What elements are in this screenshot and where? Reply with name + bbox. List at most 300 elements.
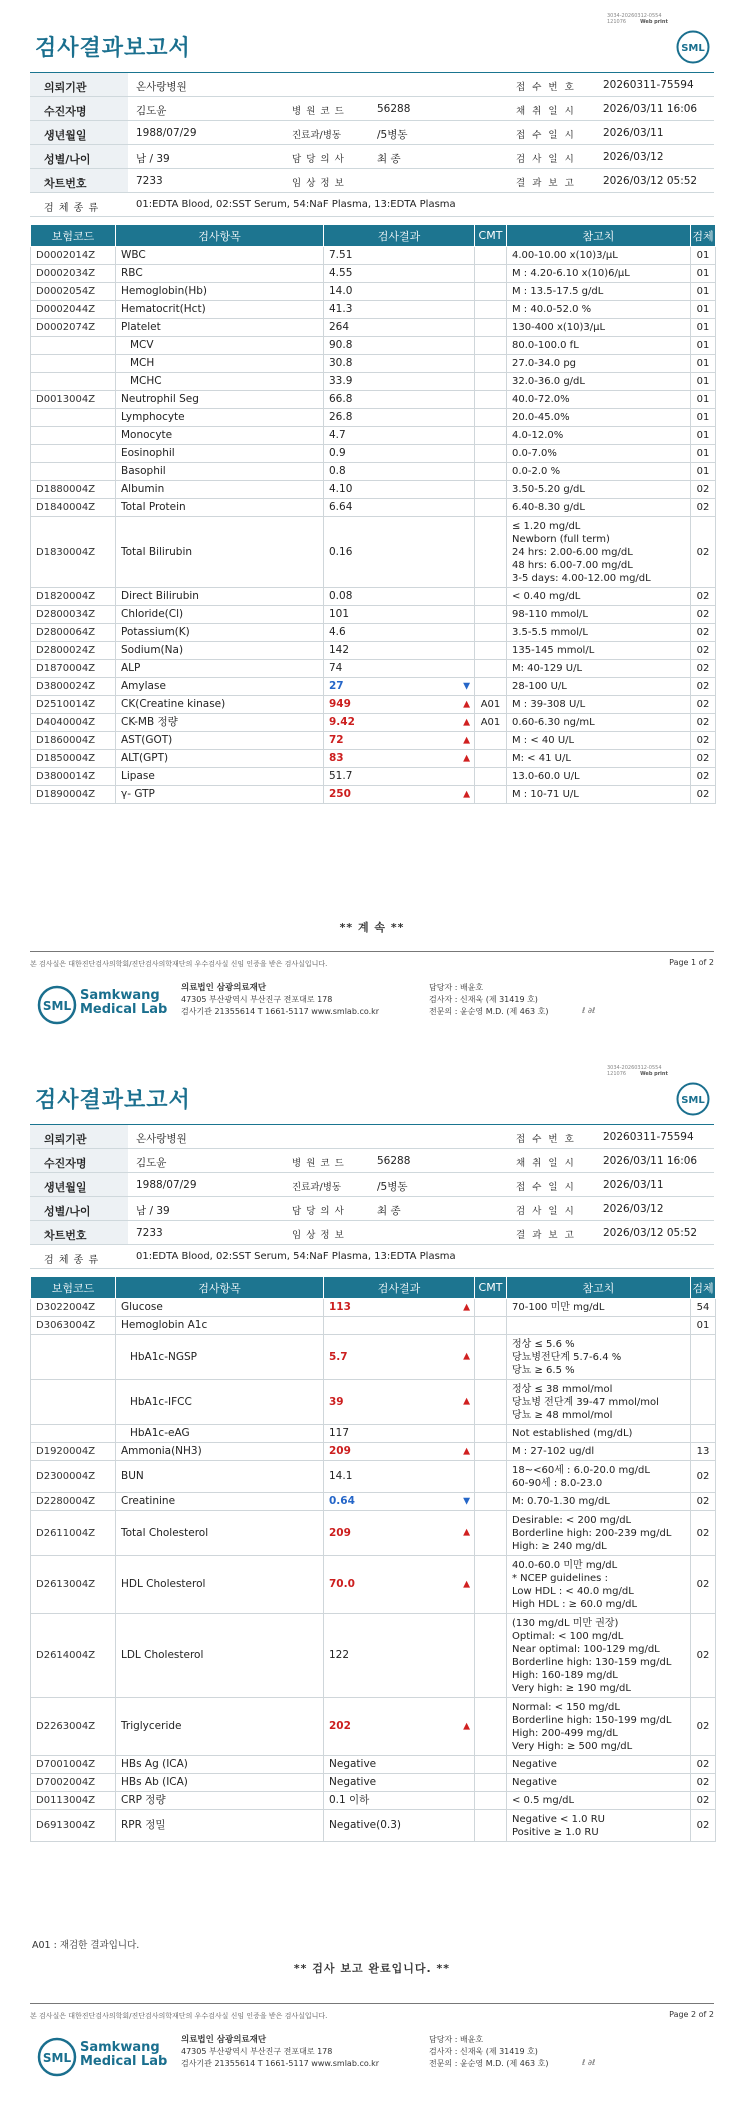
row-cmt bbox=[475, 588, 507, 606]
ref-line: 0.0-2.0 % bbox=[512, 466, 561, 477]
table-row bbox=[31, 391, 716, 409]
row-code: D2510014Z bbox=[31, 696, 116, 714]
row-item: ALP bbox=[116, 660, 324, 678]
row-item: Basophil bbox=[116, 463, 324, 481]
row-item: Direct Bilirubin bbox=[116, 588, 324, 606]
row-cmt bbox=[475, 319, 507, 337]
table-row bbox=[31, 463, 716, 481]
row-item: Total Cholesterol bbox=[116, 1511, 324, 1556]
row-spec: 02 bbox=[691, 481, 716, 499]
ref-line: 28-100 U/L bbox=[512, 681, 567, 692]
row-cmt bbox=[475, 445, 507, 463]
table-row bbox=[31, 732, 716, 750]
row-code: D2263004Z bbox=[31, 1698, 116, 1756]
footer-staff: 담당자 : 배윤호 검사자 : 신재욱 (제 31419 호) 전문의 : 윤순영 M.D. (제 463 호) bbox=[429, 2035, 549, 2068]
row-cmt bbox=[475, 1317, 507, 1335]
ref-line: High: ≥ 240 mg/dL bbox=[512, 1540, 607, 1552]
ref-line: Desirable: < 200 mg/dL bbox=[512, 1514, 632, 1526]
result-value: 26.8 bbox=[329, 411, 353, 423]
row-spec: 02 bbox=[691, 588, 716, 606]
table-row bbox=[31, 660, 716, 678]
result-value: 0.64 bbox=[329, 1495, 355, 1507]
row-code: D2613004Z bbox=[31, 1556, 116, 1614]
row-ref bbox=[507, 247, 691, 265]
row-spec: 02 bbox=[691, 714, 716, 732]
footer-address: 의료법인 삼광의료재단 47305 부산광역시 부산진구 전포대로 178 검사기관 21355614 T 1661-5117 www.smlab.co.kr bbox=[181, 2035, 380, 2068]
row-item: Amylase bbox=[116, 678, 324, 696]
row-item: HBs Ag (ICA) bbox=[116, 1756, 324, 1774]
row-spec: 02 bbox=[691, 1756, 716, 1774]
row-result bbox=[324, 1774, 475, 1792]
row-item: Lymphocyte bbox=[116, 409, 324, 427]
table-row bbox=[31, 1299, 716, 1317]
row-item: HbA1c-NGSP bbox=[116, 1335, 324, 1380]
row-spec: 01 bbox=[691, 463, 716, 481]
ref-line: M: < 41 U/L bbox=[512, 753, 571, 764]
ref-line: < 0.5 mg/dL bbox=[512, 1795, 575, 1806]
result-value: 0.8 bbox=[329, 465, 346, 477]
ref-line: Negative bbox=[512, 1777, 557, 1788]
row-ref bbox=[507, 1299, 691, 1317]
row-code: D6913004Z bbox=[31, 1810, 116, 1842]
report-complete-note: ** 검사 보고 완료입니다. ** bbox=[293, 1962, 451, 1975]
ref-line: 60-90세 : 8.0-23.0 bbox=[512, 1477, 603, 1489]
table-row bbox=[31, 337, 716, 355]
ref-line: 27.0-34.0 pg bbox=[512, 358, 577, 369]
row-code bbox=[31, 1380, 116, 1425]
table-row bbox=[31, 1317, 716, 1335]
table-row bbox=[31, 1756, 716, 1774]
row-ref bbox=[507, 624, 691, 642]
row-ref bbox=[507, 481, 691, 499]
row-spec: 01 bbox=[691, 427, 716, 445]
row-ref bbox=[507, 445, 691, 463]
result-value: 113 bbox=[329, 1301, 351, 1313]
row-code: D2280004Z bbox=[31, 1493, 116, 1511]
row-ref bbox=[507, 427, 691, 445]
row-code: D7001004Z bbox=[31, 1756, 116, 1774]
table-row bbox=[31, 301, 716, 319]
table-row bbox=[31, 1461, 716, 1493]
ref-line: 98-110 mmol/L bbox=[512, 609, 588, 620]
ref-line: M : 13.5-17.5 g/dL bbox=[512, 286, 604, 297]
table-row bbox=[31, 373, 716, 391]
results-table bbox=[30, 1276, 716, 1842]
row-spec: 02 bbox=[691, 1698, 716, 1756]
row-result bbox=[324, 1317, 475, 1335]
row-result bbox=[324, 750, 475, 768]
row-ref bbox=[507, 768, 691, 786]
result-value: 74 bbox=[329, 662, 343, 674]
col-result: 검사결과 bbox=[324, 1277, 475, 1299]
row-code: D0002044Z bbox=[31, 301, 116, 319]
row-code bbox=[31, 1425, 116, 1443]
result-value: 264 bbox=[329, 321, 350, 333]
row-cmt bbox=[475, 1698, 507, 1756]
col-item: 검사항목 bbox=[116, 225, 324, 247]
result-value: 122 bbox=[329, 1649, 350, 1661]
table-row bbox=[31, 517, 716, 588]
ref-line: 6.40-8.30 g/dL bbox=[512, 502, 585, 513]
table-row bbox=[31, 1380, 716, 1425]
row-result bbox=[324, 373, 475, 391]
row-result bbox=[324, 624, 475, 642]
row-result bbox=[324, 606, 475, 624]
row-item: WBC bbox=[116, 247, 324, 265]
result-value: 90.8 bbox=[329, 339, 353, 351]
row-ref bbox=[507, 301, 691, 319]
footer-address: 의료법인 삼광의료재단 47305 부산광역시 부산진구 전포대로 178 검사기관 21355614 T 1661-5117 www.smlab.co.kr bbox=[181, 983, 380, 1016]
ref-line: 130-400 x(10)3/μL bbox=[512, 322, 606, 333]
row-spec bbox=[691, 1335, 716, 1380]
row-result bbox=[324, 1443, 475, 1461]
table-row bbox=[31, 1335, 716, 1380]
row-item: Neutrophil Seg bbox=[116, 391, 324, 409]
ref-line: M: 40-129 U/L bbox=[512, 663, 583, 674]
cert-note: 본 검사실은 대한진단검사의학회/진단검사의학재단의 우수검사실 신임 인증을 받은 검사실입니다. bbox=[30, 960, 328, 968]
row-item: CK(Creatine kinase) bbox=[116, 696, 324, 714]
ref-line: M : 10-71 U/L bbox=[512, 789, 579, 800]
row-ref bbox=[507, 660, 691, 678]
row-result bbox=[324, 1756, 475, 1774]
row-code: D2614004Z bbox=[31, 1614, 116, 1698]
print-code: 3034-20260312-0554 121076 Web print bbox=[607, 1065, 668, 1077]
table-row bbox=[31, 1810, 716, 1842]
ref-line: 40.0-72.0% bbox=[512, 394, 570, 405]
row-cmt bbox=[475, 1756, 507, 1774]
result-value: 4.55 bbox=[329, 267, 353, 279]
row-ref bbox=[507, 1698, 691, 1756]
row-ref bbox=[507, 463, 691, 481]
row-result bbox=[324, 301, 475, 319]
row-ref bbox=[507, 283, 691, 301]
result-value: 41.3 bbox=[329, 303, 353, 315]
row-spec: 02 bbox=[691, 1810, 716, 1842]
footer-brand: Samkwang Medical Lab bbox=[80, 2040, 168, 2069]
svg-text:SML: SML bbox=[42, 2051, 72, 2065]
table-row bbox=[31, 1698, 716, 1756]
svg-text:SML: SML bbox=[681, 43, 705, 54]
row-cmt bbox=[475, 1335, 507, 1380]
row-cmt: A01 bbox=[475, 714, 507, 732]
ref-line: 3-5 days: 4.00-12.00 mg/dL bbox=[512, 572, 651, 584]
result-value: 33.9 bbox=[329, 375, 353, 387]
row-ref bbox=[507, 409, 691, 427]
row-cmt bbox=[475, 301, 507, 319]
result-value: 209 bbox=[329, 1526, 351, 1539]
ref-line: 정상 ≤ 5.6 % bbox=[512, 1338, 575, 1350]
row-spec: 02 bbox=[691, 1556, 716, 1614]
row-ref bbox=[507, 499, 691, 517]
row-ref bbox=[507, 1335, 691, 1380]
row-code: D3800024Z bbox=[31, 678, 116, 696]
row-result bbox=[324, 678, 475, 696]
row-result bbox=[324, 588, 475, 606]
row-cmt: A01 bbox=[475, 696, 507, 714]
row-item: RPR 정밀 bbox=[116, 1810, 324, 1842]
row-item: ALT(GPT) bbox=[116, 750, 324, 768]
row-cmt bbox=[475, 481, 507, 499]
row-code: D1890004Z bbox=[31, 786, 116, 804]
row-result bbox=[324, 1299, 475, 1317]
result-value: 7.51 bbox=[329, 249, 353, 261]
row-result bbox=[324, 1335, 475, 1380]
table-row bbox=[31, 750, 716, 768]
row-item: MCH bbox=[116, 355, 324, 373]
row-cmt bbox=[475, 463, 507, 481]
row-cmt bbox=[475, 1774, 507, 1792]
row-spec: 01 bbox=[691, 319, 716, 337]
ref-line: 48 hrs: 6.00-7.00 mg/dL bbox=[512, 559, 633, 571]
row-spec: 13 bbox=[691, 1443, 716, 1461]
table-row bbox=[31, 606, 716, 624]
ref-line: 정상 ≤ 38 mmol/mol bbox=[512, 1383, 613, 1395]
result-value: 6.64 bbox=[329, 501, 353, 513]
col-cmt: CMT bbox=[475, 225, 507, 247]
row-cmt bbox=[475, 409, 507, 427]
row-result bbox=[324, 247, 475, 265]
row-code: D3022004Z bbox=[31, 1299, 116, 1317]
row-item: BUN bbox=[116, 1461, 324, 1493]
ref-line: (130 mg/dL 미만 권장) bbox=[512, 1617, 619, 1629]
ref-line: M : 4.20-6.10 x(10)6/μL bbox=[512, 268, 630, 279]
row-cmt bbox=[475, 391, 507, 409]
ref-line: Very high: ≥ 190 mg/dL bbox=[512, 1682, 631, 1694]
ref-line: 당뇨병 전단계 39-47 mmol/mol bbox=[512, 1396, 659, 1408]
row-cmt bbox=[475, 499, 507, 517]
row-spec: 02 bbox=[691, 517, 716, 588]
row-result bbox=[324, 409, 475, 427]
ref-line: Newborn (full term) bbox=[512, 533, 610, 545]
table-row bbox=[31, 1443, 716, 1461]
col-code: 보험코드 bbox=[31, 225, 116, 247]
row-item: Creatinine bbox=[116, 1493, 324, 1511]
row-cmt bbox=[475, 1299, 507, 1317]
row-item: Sodium(Na) bbox=[116, 642, 324, 660]
ref-line: 24 hrs: 2.00-6.00 mg/dL bbox=[512, 546, 633, 558]
row-item: Hematocrit(Hct) bbox=[116, 301, 324, 319]
row-spec: 02 bbox=[691, 750, 716, 768]
ref-line: 70-100 미만 mg/dL bbox=[512, 1302, 605, 1313]
row-spec: 02 bbox=[691, 624, 716, 642]
signature-icon: ℓ ∂ℓ bbox=[582, 2058, 596, 2067]
row-cmt bbox=[475, 283, 507, 301]
report-page-2 bbox=[0, 1052, 744, 2104]
row-spec: 01 bbox=[691, 391, 716, 409]
footer-divider bbox=[30, 2003, 714, 2004]
row-code: D1920004Z bbox=[31, 1443, 116, 1461]
row-code: D7002004Z bbox=[31, 1774, 116, 1792]
row-cmt bbox=[475, 517, 507, 588]
ref-line: Near optimal: 100-129 mg/dL bbox=[512, 1643, 660, 1655]
ref-line: M : < 40 U/L bbox=[512, 735, 575, 746]
row-code: D2800024Z bbox=[31, 642, 116, 660]
row-spec: 02 bbox=[691, 1792, 716, 1810]
row-item: MCV bbox=[116, 337, 324, 355]
row-result bbox=[324, 768, 475, 786]
row-item: CK-MB 정량 bbox=[116, 714, 324, 732]
result-value: 14.1 bbox=[329, 1470, 353, 1482]
report-title: 검사결과보고서 bbox=[35, 1088, 191, 1113]
row-code: D0013004Z bbox=[31, 391, 116, 409]
sml-logo-icon bbox=[676, 30, 710, 64]
row-ref bbox=[507, 1380, 691, 1425]
ref-line: Not established (mg/dL) bbox=[512, 1428, 633, 1439]
row-ref bbox=[507, 696, 691, 714]
row-spec: 02 bbox=[691, 1511, 716, 1556]
row-item: Eosinophil bbox=[116, 445, 324, 463]
footer-brand: Samkwang Medical Lab bbox=[80, 988, 168, 1017]
result-value: 0.1 이하 bbox=[329, 1794, 370, 1806]
row-code: D1830004Z bbox=[31, 517, 116, 588]
ref-line: 80.0-100.0 fL bbox=[512, 340, 579, 351]
ref-line: Negative < 1.0 RU bbox=[512, 1813, 605, 1825]
row-code: D0002014Z bbox=[31, 247, 116, 265]
row-spec: 01 bbox=[691, 355, 716, 373]
row-cmt bbox=[475, 337, 507, 355]
ref-line: 당뇨병전단계 5.7-6.4 % bbox=[512, 1351, 622, 1363]
row-cmt bbox=[475, 660, 507, 678]
row-spec: 02 bbox=[691, 499, 716, 517]
row-ref bbox=[507, 355, 691, 373]
row-ref bbox=[507, 1443, 691, 1461]
footer-staff: 담당자 : 배윤호 검사자 : 신재욱 (제 31419 호) 전문의 : 윤순영 M.D. (제 463 호) bbox=[429, 983, 549, 1016]
row-result bbox=[324, 786, 475, 804]
row-spec: 01 bbox=[691, 337, 716, 355]
row-result bbox=[324, 337, 475, 355]
row-ref bbox=[507, 319, 691, 337]
table-row bbox=[31, 768, 716, 786]
result-value: 39 bbox=[329, 1395, 344, 1408]
row-cmt bbox=[475, 247, 507, 265]
page-number: Page 2 of 2 bbox=[669, 2010, 714, 2019]
row-result bbox=[324, 1614, 475, 1698]
row-code: D0113004Z bbox=[31, 1792, 116, 1810]
result-value: 142 bbox=[329, 644, 350, 656]
signature-icon: ℓ ∂ℓ bbox=[582, 1006, 596, 1015]
row-code: D2300004Z bbox=[31, 1461, 116, 1493]
row-code bbox=[31, 373, 116, 391]
ref-line: M : 27-102 ug/dl bbox=[512, 1446, 595, 1457]
ref-line: Low HDL : < 40.0 mg/dL bbox=[512, 1585, 634, 1597]
row-spec: 01 bbox=[691, 265, 716, 283]
row-code bbox=[31, 355, 116, 373]
row-ref bbox=[507, 265, 691, 283]
ref-line: Negative bbox=[512, 1759, 557, 1770]
row-spec: 02 bbox=[691, 786, 716, 804]
row-spec: 01 bbox=[691, 373, 716, 391]
ref-line: 0.60-6.30 ng/mL bbox=[512, 717, 595, 728]
patient-info: 의뢰기관 온사랑병원 접 수 번 호 20260311-75594 수진자명 김도윤 병 원 코 드 56288 채 취 일 시 2026/03/11 16:06 생년월일 1988/07/29 진료과/병동 /5병동 접 수 일 시 2026/03/11 성별/나이 남 / 39 담 당 의 사 최 종 검 사 일 시 2026/03/12 차트번호 7233 임 상 정 보 결 과 보 고 2026/03/12 05:52 검 체 종 류 01:EDTA Blood, 02:SST Serum, 54:NaF Plasma, 13:EDTA Plasma bbox=[30, 72, 714, 217]
ref-line: Positive ≥ 1.0 RU bbox=[512, 1826, 599, 1838]
row-cmt bbox=[475, 1810, 507, 1842]
row-item: Hemoglobin(Hb) bbox=[116, 283, 324, 301]
row-cmt bbox=[475, 1425, 507, 1443]
ref-line: 13.0-60.0 U/L bbox=[512, 771, 580, 782]
row-ref bbox=[507, 1461, 691, 1493]
row-result bbox=[324, 1556, 475, 1614]
row-cmt bbox=[475, 265, 507, 283]
ref-line: Optimal: < 100 mg/dL bbox=[512, 1630, 624, 1642]
row-cmt bbox=[475, 1792, 507, 1810]
row-item: Platelet bbox=[116, 319, 324, 337]
svg-text:SML: SML bbox=[681, 1095, 705, 1106]
table-row bbox=[31, 1493, 716, 1511]
row-ref bbox=[507, 1556, 691, 1614]
row-ref bbox=[507, 1317, 691, 1335]
ref-line: Normal: < 150 mg/dL bbox=[512, 1701, 620, 1713]
result-value: 202 bbox=[329, 1720, 351, 1732]
ref-line: Borderline high: 200-239 mg/dL bbox=[512, 1527, 672, 1539]
table-row bbox=[31, 714, 716, 732]
row-spec: 02 bbox=[691, 768, 716, 786]
row-ref bbox=[507, 1792, 691, 1810]
row-result bbox=[324, 1698, 475, 1756]
row-code bbox=[31, 337, 116, 355]
row-code bbox=[31, 1335, 116, 1380]
row-item: LDL Cholesterol bbox=[116, 1614, 324, 1698]
result-value: 0.08 bbox=[329, 590, 353, 602]
row-item: Total Bilirubin bbox=[116, 517, 324, 588]
row-item: Glucose bbox=[116, 1299, 324, 1317]
row-result bbox=[324, 481, 475, 499]
row-ref bbox=[507, 1425, 691, 1443]
row-cmt bbox=[475, 606, 507, 624]
row-code: D0002074Z bbox=[31, 319, 116, 337]
ref-line: Very High: ≥ 500 mg/dL bbox=[512, 1740, 633, 1752]
sml-footer-logo-icon bbox=[37, 2037, 77, 2077]
ref-line: 3.50-5.20 g/dL bbox=[512, 484, 585, 495]
row-ref bbox=[507, 714, 691, 732]
result-value: 9.42 bbox=[329, 716, 355, 728]
result-value: 66.8 bbox=[329, 393, 353, 405]
row-cmt bbox=[475, 427, 507, 445]
row-cmt bbox=[475, 1380, 507, 1425]
recheck-note: A01 : 재검한 결과입니다. bbox=[32, 1940, 140, 1951]
row-spec: 01 bbox=[691, 409, 716, 427]
row-item: Hemoglobin A1c bbox=[116, 1317, 324, 1335]
row-code: D1850004Z bbox=[31, 750, 116, 768]
row-item: γ- GTP bbox=[116, 786, 324, 804]
row-spec: 02 bbox=[691, 1774, 716, 1792]
row-spec: 02 bbox=[691, 642, 716, 660]
table-row bbox=[31, 427, 716, 445]
result-value: 4.10 bbox=[329, 483, 353, 495]
ref-line: ≤ 1.20 mg/dL bbox=[512, 520, 581, 532]
row-ref bbox=[507, 732, 691, 750]
row-item: MCHC bbox=[116, 373, 324, 391]
row-item: CRP 정량 bbox=[116, 1792, 324, 1810]
row-result bbox=[324, 714, 475, 732]
row-result bbox=[324, 732, 475, 750]
row-cmt bbox=[475, 786, 507, 804]
row-code: D1860004Z bbox=[31, 732, 116, 750]
col-result: 검사결과 bbox=[324, 225, 475, 247]
row-ref bbox=[507, 678, 691, 696]
table-row bbox=[31, 481, 716, 499]
patient-info: 의뢰기관 온사랑병원 접 수 번 호 20260311-75594 수진자명 김도윤 병 원 코 드 56288 채 취 일 시 2026/03/11 16:06 생년월일 1988/07/29 진료과/병동 /5병동 접 수 일 시 2026/03/11 성별/나이 남 / 39 담 당 의 사 최 종 검 사 일 시 2026/03/12 차트번호 7233 임 상 정 보 결 과 보 고 2026/03/12 05:52 검 체 종 류 01:EDTA Blood, 02:SST Serum, 54:NaF Plasma, 13:EDTA Plasma bbox=[30, 1124, 714, 1269]
row-spec: 01 bbox=[691, 301, 716, 319]
row-spec: 02 bbox=[691, 678, 716, 696]
table-row bbox=[31, 283, 716, 301]
row-result bbox=[324, 1380, 475, 1425]
row-spec: 01 bbox=[691, 1317, 716, 1335]
col-spec: 검체 bbox=[691, 1277, 716, 1299]
result-value: 83 bbox=[329, 752, 344, 764]
col-code: 보험코드 bbox=[31, 1277, 116, 1299]
table-row bbox=[31, 588, 716, 606]
row-code bbox=[31, 427, 116, 445]
